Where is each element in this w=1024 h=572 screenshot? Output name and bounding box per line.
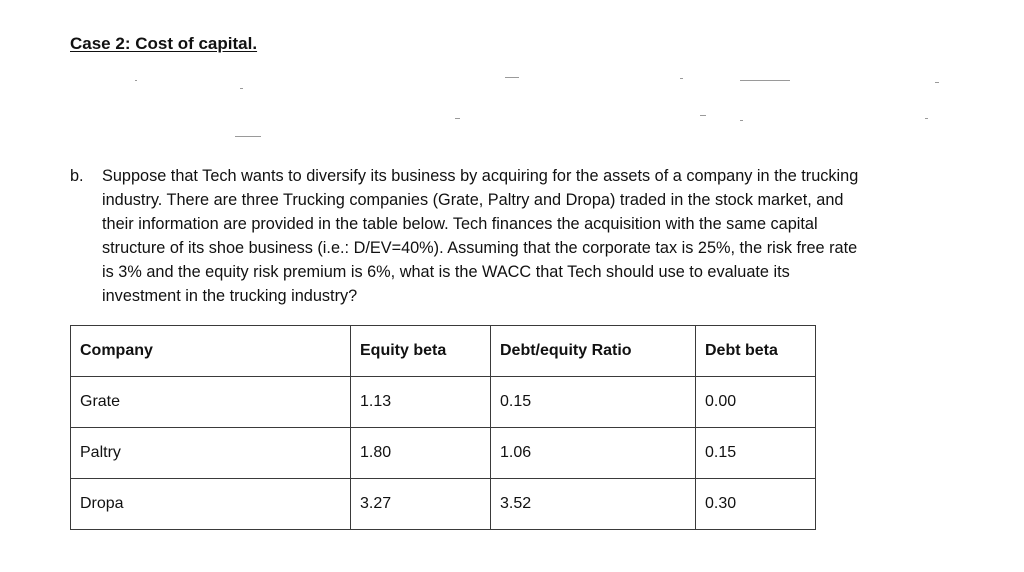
cell-company: Dropa bbox=[71, 479, 351, 530]
cell-equity-beta: 3.27 bbox=[351, 479, 491, 530]
header-debt-equity-ratio: Debt/equity Ratio bbox=[491, 326, 696, 377]
cell-debt-beta: 0.30 bbox=[696, 479, 816, 530]
cell-company: Grate bbox=[71, 377, 351, 428]
table-row bbox=[71, 377, 816, 428]
table-row bbox=[71, 428, 816, 479]
case-heading: Case 2: Cost of capital. bbox=[70, 34, 258, 53]
table-header-row bbox=[71, 326, 816, 377]
table-row bbox=[71, 479, 816, 530]
cell-debt-equity-ratio: 3.52 bbox=[491, 479, 696, 530]
header-debt-beta: Debt beta bbox=[696, 326, 816, 377]
question-line: structure of its shoe business (i.e.: D/EV=40%). Assuming that the corporate tax is 25%, the risk free rate bbox=[102, 239, 858, 257]
header-company: Company bbox=[71, 326, 351, 377]
cell-debt-equity-ratio: 0.15 bbox=[491, 377, 696, 428]
cell-debt-beta: 0.00 bbox=[696, 377, 816, 428]
cell-debt-beta: 0.15 bbox=[696, 428, 816, 479]
cell-company: Paltry bbox=[71, 428, 351, 479]
question-b bbox=[70, 164, 950, 308]
header-equity-beta: Equity beta bbox=[351, 326, 491, 377]
question-line: Suppose that Tech wants to diversify its business by acquiring for the assets of a company in the trucking bbox=[102, 167, 859, 185]
cell-equity-beta: 1.13 bbox=[351, 377, 491, 428]
cell-equity-beta: 1.80 bbox=[351, 428, 491, 479]
question-line: investment in the trucking industry? bbox=[102, 287, 358, 305]
question-line: industry. There are three Trucking companies (Grate, Paltry and Dropa) traded in the stock market, and bbox=[102, 191, 844, 209]
question-text bbox=[102, 164, 950, 308]
cell-debt-equity-ratio: 1.06 bbox=[491, 428, 696, 479]
question-line: their information are provided in the table below. Tech finances the acquisition with the same capital bbox=[102, 215, 818, 233]
question-marker: b. bbox=[70, 167, 84, 185]
question-line: is 3% and the equity risk premium is 6%, what is the WACC that Tech should use to evaluate its bbox=[102, 263, 790, 281]
trucking-companies-table bbox=[70, 325, 816, 530]
